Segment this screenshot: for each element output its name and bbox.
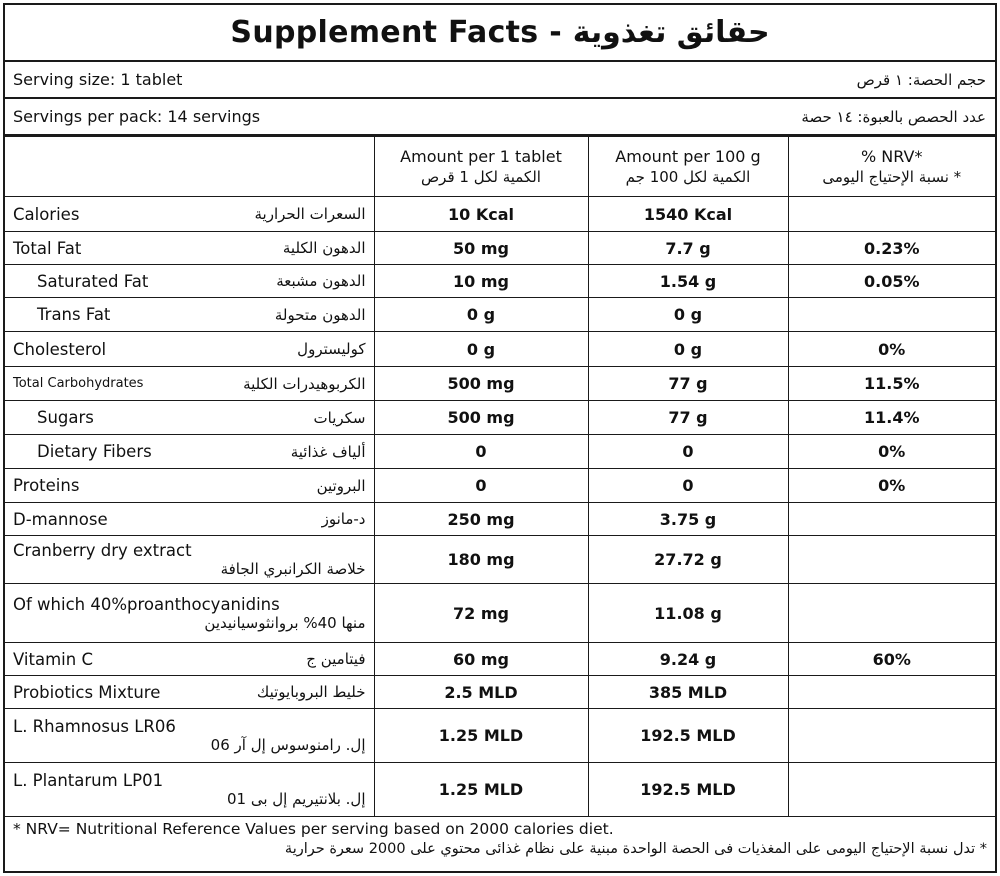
row-label-en: L. Plantarum LP01 bbox=[13, 771, 164, 790]
row-label-en: D-mannose bbox=[13, 509, 108, 529]
table-header-row bbox=[5, 137, 995, 197]
per-tablet-value: 0 g bbox=[374, 298, 588, 332]
row-label-en: Trans Fat bbox=[37, 305, 111, 324]
header-per-tablet-en: Amount per 1 tablet bbox=[400, 146, 562, 166]
row-label-en: Total Fat bbox=[13, 238, 82, 258]
row-label bbox=[5, 305, 374, 324]
per-tablet-value: 60 mg bbox=[374, 643, 588, 676]
header-per-100g-ar: الكمية لكل 100 جم bbox=[625, 167, 751, 186]
table-row bbox=[5, 265, 995, 298]
row-label-en: Sugars bbox=[37, 408, 94, 427]
row-label-ar: البروتين bbox=[316, 476, 366, 495]
row-label-en: Dietary Fibers bbox=[37, 442, 152, 461]
row-label bbox=[5, 510, 374, 529]
servings-per-pack-ar: عدد الحصص بالعبوة: ١٤ حصة bbox=[801, 107, 986, 126]
supplement-facts-panel bbox=[3, 3, 997, 873]
row-label-ar: الدهون متحولة bbox=[274, 305, 366, 324]
per-tablet-value: 180 mg bbox=[374, 536, 588, 584]
nrv-value: 0% bbox=[788, 435, 995, 469]
nrv-value bbox=[788, 503, 995, 536]
table-row bbox=[5, 503, 995, 536]
serving-size-en: Serving size: 1 tablet bbox=[13, 70, 183, 89]
row-label bbox=[5, 769, 374, 810]
nrv-value bbox=[788, 197, 995, 232]
row-label-en: Total Carbohydrates bbox=[13, 376, 144, 391]
per-100g-value: 9.24 g bbox=[588, 643, 788, 676]
nrv-value bbox=[788, 298, 995, 332]
per-tablet-value: 0 g bbox=[374, 332, 588, 367]
row-label bbox=[5, 272, 374, 291]
header-nrv bbox=[788, 137, 995, 197]
nrv-value: 0% bbox=[788, 332, 995, 367]
header-per-tablet bbox=[374, 137, 588, 197]
serving-size-ar: حجم الحصة: ١ قرص bbox=[856, 70, 986, 89]
per-100g-value: 1.54 g bbox=[588, 265, 788, 298]
per-100g-value: 0 g bbox=[588, 298, 788, 332]
per-100g-value: 192.5 MLD bbox=[588, 709, 788, 763]
row-label-ar: الدهون الكلية bbox=[282, 239, 366, 257]
row-label-ar: خلاصة الكرانبري الجافة bbox=[220, 560, 366, 578]
per-tablet-value: 250 mg bbox=[374, 503, 588, 536]
per-tablet-value: 0 bbox=[374, 435, 588, 469]
nrv-value bbox=[788, 763, 995, 817]
per-tablet-value: 1.25 MLD bbox=[374, 763, 588, 817]
nutrients-table bbox=[5, 136, 995, 817]
table-row bbox=[5, 536, 995, 584]
table-row bbox=[5, 763, 995, 817]
row-label-en: Vitamin C bbox=[13, 649, 93, 669]
nrv-value bbox=[788, 709, 995, 763]
header-blank-cell bbox=[5, 137, 374, 197]
per-tablet-value: 72 mg bbox=[374, 584, 588, 643]
per-tablet-value: 500 mg bbox=[374, 367, 588, 401]
per-tablet-value: 50 mg bbox=[374, 232, 588, 265]
per-100g-value: 385 MLD bbox=[588, 676, 788, 709]
row-label bbox=[5, 442, 374, 461]
nrv-value bbox=[788, 536, 995, 584]
table-row bbox=[5, 643, 995, 676]
row-label-ar: فيتامين ج bbox=[306, 650, 366, 668]
per-tablet-value: 500 mg bbox=[374, 401, 588, 435]
per-tablet-value: 10 mg bbox=[374, 265, 588, 298]
header-nrv-ar: * نسبة الإحتياج اليومى bbox=[822, 167, 962, 186]
header-nrv-en: % NRV* bbox=[861, 146, 923, 166]
header-per-100g-en: Amount per 100 g bbox=[615, 146, 761, 166]
row-label-en: Saturated Fat bbox=[37, 271, 149, 291]
row-label-ar: الدهون مشبعة bbox=[276, 272, 366, 290]
table-row bbox=[5, 584, 995, 643]
per-100g-value: 0 bbox=[588, 435, 788, 469]
page-title: Supplement Facts - حقائق تغذوية bbox=[230, 15, 770, 50]
row-label-en: L. Rhamnosus LR06 bbox=[13, 717, 176, 736]
footnote-ar: * تدل نسبة الإحتياج اليومى على المغذيات فى الحصة الواحدة مبنية على نظام غذائى محتوي على 2000 سعرة حرارية bbox=[284, 841, 987, 857]
header-per-100g bbox=[588, 137, 788, 197]
per-100g-value: 77 g bbox=[588, 401, 788, 435]
nrv-value bbox=[788, 676, 995, 709]
per-tablet-value: 10 Kcal bbox=[374, 197, 588, 232]
table-row bbox=[5, 401, 995, 435]
row-label-en: Probiotics Mixture bbox=[13, 682, 161, 702]
table-row bbox=[5, 709, 995, 763]
row-label bbox=[5, 715, 374, 756]
servings-per-pack-en: Servings per pack: 14 servings bbox=[13, 107, 261, 126]
row-label-ar: د-مانوز bbox=[321, 510, 366, 528]
table-row bbox=[5, 676, 995, 709]
per-tablet-value: 1.25 MLD bbox=[374, 709, 588, 763]
table-row bbox=[5, 197, 995, 232]
table-row bbox=[5, 435, 995, 469]
row-label-en: Cholesterol bbox=[13, 339, 107, 359]
nrv-value: 0% bbox=[788, 469, 995, 503]
footnote-en: * NRV= Nutritional Reference Values per serving based on 2000 calories diet. bbox=[13, 820, 614, 838]
nrv-value: 0.23% bbox=[788, 232, 995, 265]
per-100g-value: 27.72 g bbox=[588, 536, 788, 584]
per-100g-value: 11.08 g bbox=[588, 584, 788, 643]
per-tablet-value: 2.5 MLD bbox=[374, 676, 588, 709]
footnote bbox=[5, 817, 995, 860]
nrv-value: 11.5% bbox=[788, 367, 995, 401]
table-row bbox=[5, 332, 995, 367]
table-row bbox=[5, 298, 995, 332]
row-label bbox=[5, 340, 374, 359]
row-label bbox=[5, 205, 374, 224]
row-label-ar: سكريات bbox=[313, 408, 366, 427]
header-per-tablet-ar: الكمية لكل 1 قرص bbox=[421, 167, 541, 186]
row-label bbox=[5, 476, 374, 495]
row-label-ar: إل. بلانتيريم إل بى 01 bbox=[226, 790, 366, 808]
row-label-en: Proteins bbox=[13, 476, 80, 495]
per-100g-value: 1540 Kcal bbox=[588, 197, 788, 232]
row-label-en: Calories bbox=[13, 204, 80, 224]
row-label-ar: كوليسترول bbox=[297, 340, 366, 358]
servings-per-pack-line bbox=[5, 99, 995, 136]
row-label-en: Cranberry dry extract bbox=[13, 541, 192, 560]
nrv-value: 0.05% bbox=[788, 265, 995, 298]
per-100g-value: 0 bbox=[588, 469, 788, 503]
row-label-ar: خليط البروبايوتيك bbox=[256, 683, 366, 701]
title-bar bbox=[5, 5, 995, 62]
row-label-ar: الكربوهيدرات الكلية bbox=[243, 374, 366, 393]
per-100g-value: 0 g bbox=[588, 332, 788, 367]
row-label bbox=[5, 593, 374, 634]
table-row bbox=[5, 232, 995, 265]
nrv-value: 11.4% bbox=[788, 401, 995, 435]
row-label-ar: إل. رامنوسوس إل آر 06 bbox=[210, 736, 366, 754]
row-label bbox=[5, 650, 374, 669]
nrv-value bbox=[788, 584, 995, 643]
per-100g-value: 192.5 MLD bbox=[588, 763, 788, 817]
table-row bbox=[5, 469, 995, 503]
row-label bbox=[5, 408, 374, 427]
row-label-ar: منها 40% بروانثوسيانيدين bbox=[204, 613, 366, 632]
row-label-ar: السعرات الحرارية bbox=[254, 205, 366, 223]
nrv-value: 60% bbox=[788, 643, 995, 676]
row-label bbox=[5, 683, 374, 702]
row-label-ar: ألياف غذائية bbox=[290, 442, 366, 461]
per-100g-value: 3.75 g bbox=[588, 503, 788, 536]
serving-size-line bbox=[5, 62, 995, 99]
row-label-en: Of which 40%proanthocyanidins bbox=[13, 594, 280, 614]
per-100g-value: 7.7 g bbox=[588, 232, 788, 265]
per-100g-value: 77 g bbox=[588, 367, 788, 401]
row-label bbox=[5, 239, 374, 258]
table-row bbox=[5, 367, 995, 401]
row-label bbox=[5, 375, 374, 393]
per-tablet-value: 0 bbox=[374, 469, 588, 503]
row-label bbox=[5, 539, 374, 580]
